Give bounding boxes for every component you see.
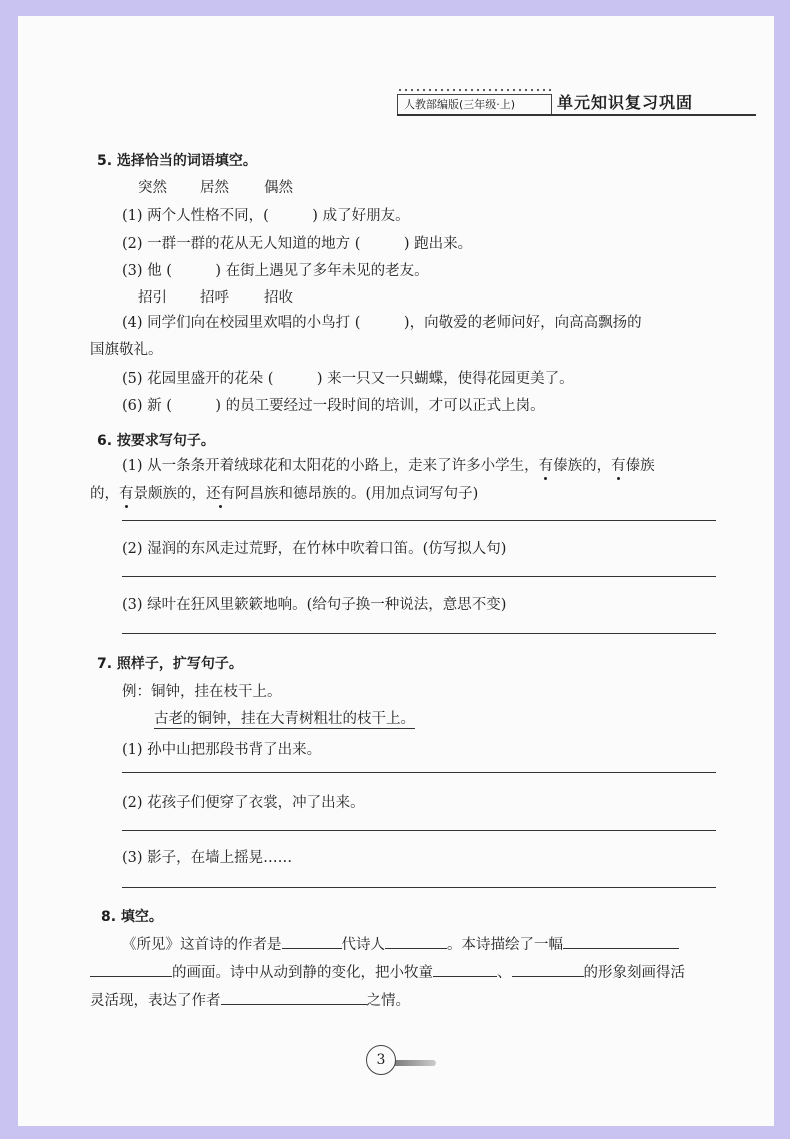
q5-word-2: 居然 (200, 180, 229, 196)
page-header (397, 88, 756, 118)
q6-sentence-1b: 的，有景颇族的，还有阿昌族和德昂族的。(用加点词写句子) (90, 486, 479, 502)
q5-sentence-6: (6) 新 ( ) 的员工要经过一段时间的培训，才可以正式上岗。 (122, 398, 545, 414)
section-title: 单元知识复习巩固 (557, 93, 694, 112)
q8-blank-feeling[interactable] (221, 990, 367, 1005)
q7-answer-line-2[interactable] (122, 830, 716, 831)
q7-sentence-2: (2) 花孩子们便穿了衣裳，冲了出来。 (122, 795, 365, 811)
q6-title: 6. 按要求写句子。 (97, 433, 215, 449)
q8-title: 8. 填空。 (101, 909, 163, 925)
q8-blank-action-2[interactable] (512, 962, 584, 977)
q5-title: 5. 选择恰当的词语填空。 (97, 153, 257, 169)
q7-sentence-3: (3) 影子，在墙上摇晃…… (122, 850, 293, 866)
q5-word-3: 偶然 (264, 180, 293, 196)
q7-sentence-1: (1) 孙中山把那段书背了出来。 (122, 742, 322, 758)
q5-word-4: 招引 (138, 290, 167, 306)
q8-blank-poet[interactable] (385, 934, 447, 949)
q8-blank-scene[interactable] (563, 934, 679, 949)
q6-answer-line-1[interactable] (122, 520, 716, 521)
header-dots (397, 88, 552, 92)
q6-sentence-1a: (1) 从一条条开着绒球花和太阳花的小路上，走来了许多小学生，有傣族的，有傣族 (122, 458, 655, 474)
q5-sentence-4b: 国旗敬礼。 (90, 342, 163, 358)
q5-sentence-1: (1) 两个人性格不同，( ) 成了好朋友。 (122, 208, 410, 224)
q6-sentence-3: (3) 绿叶在狂风里簌簌地响。(给句子换一种说法，意思不变) (122, 597, 507, 613)
q7-answer-line-1[interactable] (122, 772, 716, 773)
edition-label: 人教部编版(三年级·上) (397, 94, 552, 114)
page-number-tail (392, 1060, 436, 1066)
q5-word-5: 招呼 (200, 290, 229, 306)
q7-example-answer: 古老的铜钟，挂在大青树粗壮的枝干上。 (154, 707, 415, 729)
q8-line-1: 《所见》这首诗的作者是 代诗人 。本诗描绘了一幅 (122, 933, 679, 954)
page-number: 3 (366, 1045, 396, 1075)
q6-sentence-2: (2) 湿润的东风走过荒野，在竹林中吹着口笛。(仿写拟人句) (122, 541, 507, 557)
q5-word-6: 招收 (264, 290, 293, 306)
q7-answer-line-3[interactable] (122, 887, 716, 888)
q5-sentence-3: (3) 他 ( ) 在街上遇见了多年未见的老友。 (122, 263, 429, 279)
q5-word-1: 突然 (138, 180, 167, 196)
q7-title: 7. 照样子，扩写句子。 (97, 656, 243, 672)
header-rule (397, 114, 756, 116)
q8-line-2: 的画面。诗中从动到静的变化，把小牧童 、 的形象刻画得活 (90, 961, 685, 982)
q5-sentence-5: (5) 花园里盛开的花朵 ( ) 来一只又一只蝴蝶，使得花园更美了。 (122, 371, 574, 387)
q7-example-label: 例：铜钟，挂在枝干上。 (122, 684, 282, 700)
q8-line-3: 灵活现，表达了作者 之情。 (90, 989, 410, 1010)
q8-blank-action-1[interactable] (433, 962, 497, 977)
q8-blank-scene-2[interactable] (90, 962, 172, 977)
q8-blank-author[interactable] (282, 934, 342, 949)
q6-answer-line-2[interactable] (122, 576, 716, 577)
q6-answer-line-3[interactable] (122, 633, 716, 634)
q5-sentence-4a: (4) 同学们向在校园里欢唱的小鸟打 ( )，向敬爱的老师问好，向高高飘扬的 (122, 315, 642, 331)
workbook-page (18, 16, 774, 1126)
q5-sentence-2: (2) 一群一群的花从无人知道的地方 ( ) 跑出来。 (122, 236, 473, 252)
